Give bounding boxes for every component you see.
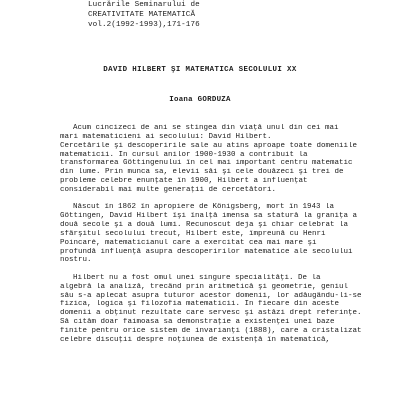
text-line: Cercetările şi descoperirile sale au atins aproape toate domeniile	[60, 141, 358, 150]
journal-volume-line: vol.2(1992-1993),171-176	[88, 21, 200, 29]
text-line: două secole şi a două lumi. Recunoscut deja şi chiar celebrat la	[60, 221, 349, 230]
text-line: mari matematicieni ai secolului: David Hilbert.	[60, 132, 272, 141]
paragraph-3	[60, 274, 372, 345]
article-body	[60, 124, 372, 345]
text-line: probleme celebre enunţate în 1900, Hilbert a influenţat	[60, 177, 308, 186]
article-title: DAVID HILBERT ŞI MATEMATICA SECOLULUI XX	[103, 66, 297, 74]
journal-series-line: Lucrările Seminarului de	[88, 1, 200, 9]
text-line: transformarea Göttingenului în cel mai important centru matematic	[60, 159, 353, 168]
text-line: nostru.	[60, 256, 92, 265]
text-line: din lume. Prin munca sa, elevii săi şi cele douăzeci şi trei de	[60, 168, 344, 177]
text-line: sfârşitul secolului trecut, Hilbert este, împreună cu Henri	[60, 229, 326, 238]
text-line: Hilbert nu a fost omul unei singure specialităţi. De la	[73, 273, 321, 282]
text-line: Acum cincizeci de ani se stingea din viaţă unul din cei mai	[73, 124, 339, 132]
text-line: Născut în 1862 în apropiere de Königsberg, mort în 1943 la	[73, 203, 335, 212]
text-line: Poincaré, matematicianul care a exercitat cea mai mare şi	[60, 238, 317, 247]
paragraph-2	[60, 203, 372, 265]
paragraph-1	[60, 124, 372, 195]
article-author: Ioana GORDUZA	[169, 96, 231, 104]
text-line: domenii a obţinut rezultate care servesc şi astăzi drept referinţe.	[60, 309, 362, 318]
text-line: finite pentru orice sistem de invarianţi (1888), care a cristalizat	[60, 326, 362, 335]
journal-name-line: CREATIVITATE MATEMATICĂ	[88, 11, 196, 19]
text-line: matematicii. În cursul anilor 1900-1930 a contribuit la	[60, 150, 308, 159]
text-line: Să cităm doar faimoasa sa demonstraţie a existenţei unei baze	[60, 318, 335, 327]
text-line: algebră la analiză, trecând prin aritmetică şi geometrie, geniul	[60, 282, 349, 291]
text-line: celebre discuţii despre noţiunea de existenţă în matematică,	[60, 335, 331, 344]
text-line: considerabil mai multe generaţii de cercetători.	[60, 185, 277, 194]
text-line: său s-a aplecat asupra tuturor acestor domenii, lor adăugându-li-se	[60, 291, 362, 300]
text-line: fizica, logica şi filozofia matematicii. În fiecare din aceste	[60, 300, 340, 309]
text-line: Göttingen, David Hilbert îşi înalţă imensa sa statură la graniţa a	[60, 212, 358, 221]
journal-header	[88, 0, 200, 30]
text-line: profundă influenţă asupra descoperirilor matematice ale secolului	[60, 247, 353, 256]
